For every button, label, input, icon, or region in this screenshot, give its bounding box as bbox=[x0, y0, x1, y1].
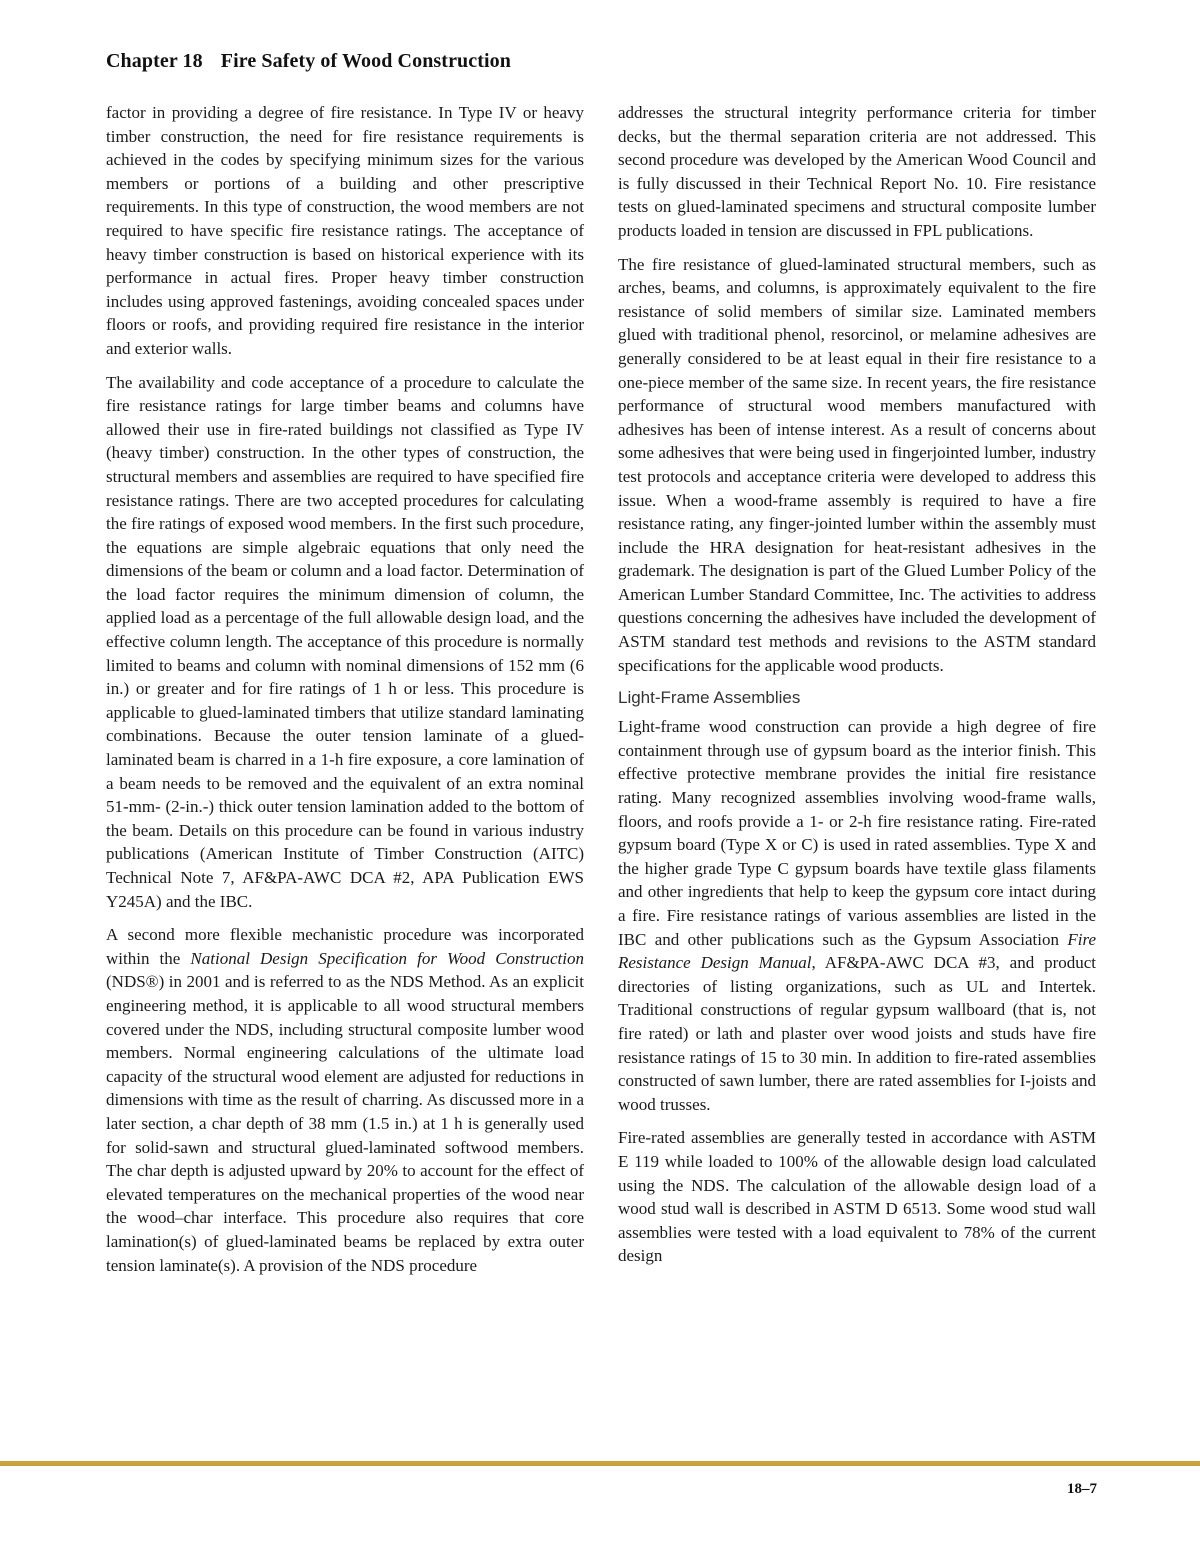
right-paragraph-3 bbox=[618, 715, 1096, 1116]
left-paragraph-3 bbox=[106, 923, 584, 1277]
left-paragraph-3-part-b: (NDS®) in 2001 and is referred to as the NDS Method. As an explicit engineering method, it is applicable to all wood structural members covered under the NDS, including structural composite lumber wood members. Normal engineering calculations of the ultimate load capacity of the structural wood element are adjusted for reductions in dimensions with time as the result of charring. As discussed more in a later section, a char depth of 38 mm (1.5 in.) at 1 h is generally used for solid-sawn and structural glued-laminated softwood members. The char depth is adjusted upward by 20% to account for the effect of elevated temperatures on the mechanical properties of the wood near the wood–char interface. This procedure also requires that core lamination(s) of glued-laminated beams be replaced by extra outer tension laminate(s). A provision of the NDS procedure bbox=[106, 972, 584, 1275]
left-paragraph-2: The availability and code acceptance of a procedure to calculate the fire resistance ratings for large timber beams and columns have allowed their use in fire-rated buildings not classified as Type IV (heavy timber) construction. In the other types of construction, the structural members and assemblies are required to have specified fire resistance ratings. There are two accepted procedures for calculating the fire ratings of exposed wood members. In the first such procedure, the equations are simple algebraic equations that only need the dimensions of the beam or column and a load factor. Determination of the load factor requires the minimum dimension of column, the applied load as a percentage of the full allowable design load, and the effective column length. The acceptance of this procedure is normally limited to beams and column with nominal dimensions of 152 mm (6 in.) or greater and for fire ratings of 1 h or less. This procedure is applicable to glued-laminated timbers that utilize standard laminating combinations. Because the outer tension laminate of a glued-laminated beam is charred in a 1-h fire exposure, a core lamination of a beam needs to be removed and the equivalent of an extra nominal 51-mm- (2-in.-) thick outer tension lamination added to the bottom of the beam. Details on this procedure can be found in various industry publications (American Institute of Timber Construction (AITC) Technical Note 7, AF&PA-AWC DCA #2, APA Publication EWS Y245A) and the IBC. bbox=[106, 372, 584, 911]
right-column bbox=[618, 101, 1096, 1278]
right-paragraph-4: Fire-rated assemblies are generally tested in accordance with ASTM E 119 while loaded to 100% of the allowable design load calculated using the NDS. The calculation of the allowable design load of a wood stud wall is described in ASTM D 6513. Some wood stud wall assemblies were tested with a load equivalent to 78% of the current design bbox=[618, 1128, 1096, 1266]
left-paragraph-1: factor in providing a degree of fire resistance. In Type IV or heavy timber construction, the need for fire resistance requirements is achieved in the codes by specifying minimum sizes for the various members or portions of a building and other prescriptive requirements. In this type of construction, the wood members are not required to have specific fire resistance ratings. The acceptance of heavy timber construction is based on historical experience with its performance in actual fires. Proper heavy timber construction includes using approved fastenings, avoiding concealed spaces under floors or roofs, and providing required fire resistance in the interior and exterior walls. bbox=[106, 103, 584, 358]
right-paragraph-3-part-b: , AF&PA-AWC DCA #3, and product directories of listing organizations, such as UL and Intertek. Traditional constructions of regular gypsum wallboard (that is, not fire rated) or lath and plaster over wood joists and studs have fire resistance ratings of 15 to 30 min. In addition to fire-rated assemblies constructed of sawn lumber, there are rated assemblies for I-joists and wood trusses. bbox=[618, 953, 1097, 1114]
section-heading-light-frame: Light-Frame Assemblies bbox=[618, 688, 801, 708]
left-column bbox=[106, 101, 584, 1287]
left-paragraph-3-part-a: A second more flexible mechanistic procedure was incorporated within the bbox=[106, 925, 584, 968]
nds-title-italic: National Design Specification for Wood Construction bbox=[190, 948, 584, 968]
right-paragraph-2: The fire resistance of glued-laminated structural members, such as arches, beams, and columns, is approximately equivalent to the fire resistance of solid members of similar size. Laminated members glued with traditional phenol, resorcinol, or melamine adhesives are generally considered to be at least equal in their fire resistance to a one-piece member of the same size. In recent years, the fire resistance performance of structural wood members manufactured with adhesives has been of intense interest. As a result of concerns about some adhesives that were being used in fingerjointed lumber, industry test protocols and acceptance criteria were developed to address this issue. When a wood-frame assembly is required to have a fire resistance rating, any finger-jointed lumber within the assembly must include the HRA designation for heat-resistant adhesives in the grademark. The designation is part of the Glued Lumber Policy of the American Lumber Standard Committee, Inc. The activities to address questions concerning the adhesives have included the development of ASTM standard test methods and revisions to the ASTM standard specifications for the applicable wood products. bbox=[618, 254, 1096, 675]
chapter-title: Fire Safety of Wood Construction bbox=[220, 50, 511, 72]
running-header bbox=[106, 50, 511, 73]
right-paragraph-3-part-a: Light-frame wood construction can provide a high degree of fire containment through use of gypsum board as the interior finish. This effective protective membrane provides the initial fire resistance rating. Many recognized assemblies involving wood-frame walls, floors, and roofs provide a 1- or 2-h fire resistance rating. Fire-rated gypsum board (Type X or C) is used in rated assemblies. Type X and the higher grade Type C gypsum boards have textile glass filaments and other ingredients that help to keep the gypsum core intact during a fire. Fire resistance ratings of various assemblies are listed in the IBC and other publications such as the Gypsum Association bbox=[618, 717, 1096, 949]
footer-rule bbox=[0, 1461, 1200, 1466]
chapter-label: Chapter 18 bbox=[106, 50, 203, 72]
page-number: 18–7 bbox=[1067, 1481, 1097, 1497]
right-paragraph-1: addresses the structural integrity performance criteria for timber decks, but the thermal separation criteria are not addressed. This second procedure was developed by the American Wood Council and is fully discussed in their Technical Report No. 10. Fire resistance tests on glued-laminated specimens and structural composite lumber products loaded in tension are discussed in FPL publications. bbox=[618, 103, 1096, 240]
manual-title-italic: Fire Resistance Design Manual bbox=[618, 929, 1096, 973]
